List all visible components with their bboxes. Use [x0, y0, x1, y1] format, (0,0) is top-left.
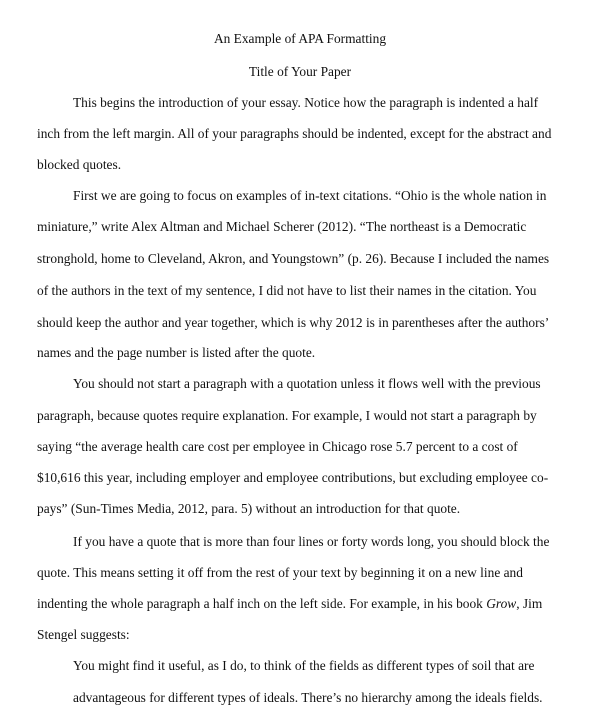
- text-segment: indenting the whole paragraph a half inch on the left side. For example, in his book: [37, 596, 487, 611]
- paper-title: Title of Your Paper: [248, 64, 352, 79]
- paragraph-line: Stengel suggests:: [37, 627, 130, 642]
- paragraph-line: You should not start a paragraph with a quotation unless it flows well with the previous: [73, 376, 541, 391]
- paragraph-line: This begins the introduction of your essay. Notice how the paragraph is indented a half: [73, 95, 539, 110]
- paragraph-line: inch from the left margin. All of your paragraphs should be indented, except for the abstract and: [37, 126, 552, 141]
- paragraph-line: blocked quotes.: [37, 157, 122, 172]
- paragraph-line: $10,616 this year, including employer and employee contributions, but excluding employee co-: [37, 470, 549, 485]
- paragraph-line: paragraph, because quotes require explanation. For example, I would not start a paragraph by: [37, 408, 537, 423]
- paragraph-line: quote. This means setting it off from the rest of your text by beginning it on a new line and: [37, 565, 523, 580]
- paragraph-line: names and the page number is listed after the quote.: [37, 345, 316, 360]
- paragraph-line: pays” (Sun-Times Media, 2012, para. 5) without an introduction for that quote.: [37, 501, 461, 516]
- paragraph-line: should keep the author and year together, which is why 2012 is in parentheses after the authors’: [37, 315, 550, 330]
- book-title: Grow: [486, 596, 517, 611]
- paragraph-line: stronghold, home to Cleveland, Akron, and Youngstown” (p. 26). Because I included the names: [37, 251, 550, 266]
- paragraph-line: saying “the average health care cost per employee in Chicago rose 5.7 percent to a cost of: [37, 439, 518, 454]
- text-segment: , Jim: [516, 596, 543, 611]
- paragraph-line: First we are going to focus on examples of in-text citations. “Ohio is the whole nation in: [73, 188, 547, 203]
- paragraph-line: of the authors in the text of my sentence, I did not have to list their names in the citation. You: [37, 283, 537, 298]
- paragraph-line: miniature,” write Alex Altman and Michael Scherer (2012). “The northeast is a Democratic: [37, 219, 527, 234]
- paragraph-line-with-book-title: [37, 596, 542, 612]
- running-title: An Example of APA Formatting: [213, 31, 387, 46]
- block-quote-line: You might find it useful, as I do, to think of the fields as different types of soil that are: [73, 658, 535, 673]
- block-quote-line: advantageous for different types of ideals. There’s no hierarchy among the ideals fields.: [73, 690, 543, 705]
- paragraph-line: If you have a quote that is more than four lines or forty words long, you should block the: [73, 534, 550, 549]
